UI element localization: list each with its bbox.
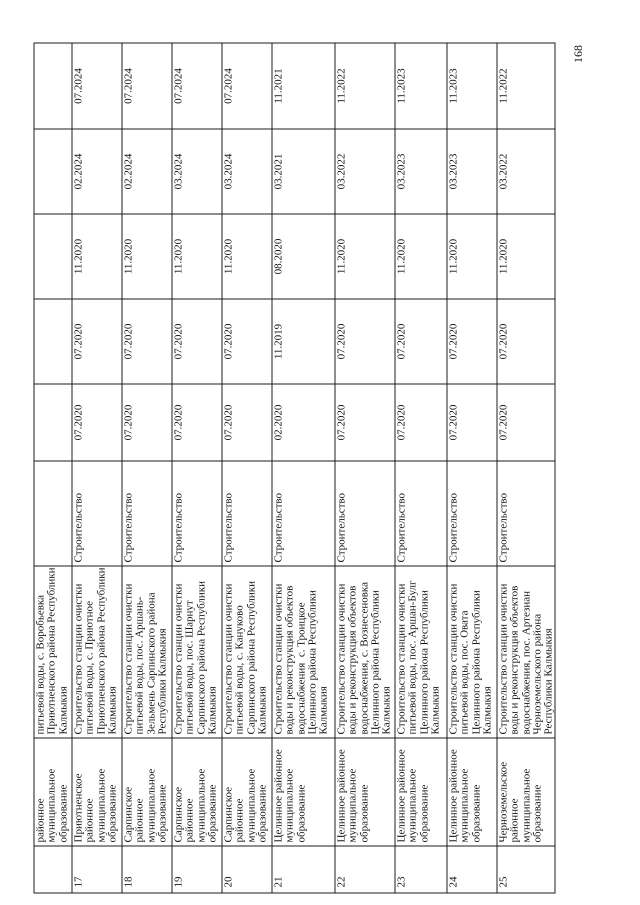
row-21-date-4: 03.2021 bbox=[272, 128, 335, 213]
row-24-date-4: 03.2023 bbox=[447, 128, 497, 213]
row-19-date-2: 07.2020 bbox=[172, 298, 222, 383]
row-18-date-5: 07.2024 bbox=[122, 42, 172, 128]
row-22-date-5: 11.2022 bbox=[335, 42, 395, 128]
row-20-number: 20 bbox=[222, 845, 272, 892]
row-24-number: 24 bbox=[447, 845, 497, 892]
row-24-date-2: 07.2020 bbox=[447, 298, 497, 383]
row-25-date-3: 11.2020 bbox=[497, 213, 555, 298]
row-21-work-type: Строительство bbox=[272, 460, 335, 565]
row-19-number: 19 bbox=[172, 845, 222, 892]
row-23-date-1: 07.2020 bbox=[395, 383, 447, 460]
row-17-date-2: 07.2020 bbox=[72, 298, 122, 383]
row-18-object: Строительство станции очистки питьевой воды, пос. Аршань- Зельмень Сарпинского района Республики Калмыкия bbox=[122, 565, 172, 737]
row-continued-date-4 bbox=[34, 128, 72, 213]
row-25-date-2: 07.2020 bbox=[497, 298, 555, 383]
row-21-date-1: 02.2020 bbox=[272, 383, 335, 460]
row-20-date-3: 11.2020 bbox=[222, 213, 272, 298]
row-17-number: 17 bbox=[72, 845, 122, 892]
row-17-work-type: Строительство bbox=[72, 460, 122, 565]
row-19-date-1: 07.2020 bbox=[172, 383, 222, 460]
row-continued-date-1 bbox=[34, 383, 72, 460]
row-21-date-3: 08.2020 bbox=[272, 213, 335, 298]
row-18-date-2: 07.2020 bbox=[122, 298, 172, 383]
row-18-date-1: 07.2020 bbox=[122, 383, 172, 460]
row-25-work-type: Строительство bbox=[497, 460, 555, 565]
row-17-municipality: Приютненское районное муниципальное образование bbox=[72, 737, 122, 845]
row-22-date-3: 11.2020 bbox=[335, 213, 395, 298]
row-21-date-5: 11.2021 bbox=[272, 42, 335, 128]
row-17-date-5: 07.2024 bbox=[72, 42, 122, 128]
row-22-object: Строительство станции очистки воды и реконструкция объектов водоснабжения, с. Вознесеновка Целинного района Республики Калмыкия bbox=[335, 565, 395, 737]
row-24-date-3: 11.2020 bbox=[447, 213, 497, 298]
row-23-number: 23 bbox=[395, 845, 447, 892]
row-18-work-type: Строительство bbox=[122, 460, 172, 565]
row-25-municipality: Черноземельское районное муниципальное образование bbox=[497, 737, 555, 845]
row-22-date-2: 07.2020 bbox=[335, 298, 395, 383]
row-21-object: Строительство станции очистки воды и реконструкция объектов водоснабжения с. Троицкое Целинного района Республики Калмыкия bbox=[272, 565, 335, 737]
row-19-object: Строительство станции очистки питьевой воды, пос. Шарнут Сарпинского района Республики Калмыкия bbox=[172, 565, 222, 737]
row-19-work-type: Строительство bbox=[172, 460, 222, 565]
row-19-municipality: Сарпинское районное муниципальное образование bbox=[172, 737, 222, 845]
row-25-date-1: 07.2020 bbox=[497, 383, 555, 460]
row-20-date-4: 03.2024 bbox=[222, 128, 272, 213]
row-23-date-4: 03.2023 bbox=[395, 128, 447, 213]
row-22-number: 22 bbox=[335, 845, 395, 892]
row-18-number: 18 bbox=[122, 845, 172, 892]
table bbox=[33, 42, 555, 893]
row-23-work-type: Строительство bbox=[395, 460, 447, 565]
row-23-date-2: 07.2020 bbox=[395, 298, 447, 383]
row-continued-object: питьевой воды, с. Воробьевка Приютненского района Республики Калмыкия bbox=[34, 565, 72, 737]
row-19-date-5: 07.2024 bbox=[172, 42, 222, 128]
row-23-date-5: 11.2023 bbox=[395, 42, 447, 128]
row-17-date-3: 11.2020 bbox=[72, 213, 122, 298]
row-22-work-type: Строительство bbox=[335, 460, 395, 565]
row-continued-work-type bbox=[34, 460, 72, 565]
row-18-date-3: 11.2020 bbox=[122, 213, 172, 298]
row-25-date-5: 11.2022 bbox=[497, 42, 555, 128]
row-17-date-4: 02.2024 bbox=[72, 128, 122, 213]
row-20-work-type: Строительство bbox=[222, 460, 272, 565]
row-17-date-1: 07.2020 bbox=[72, 383, 122, 460]
row-20-date-2: 07.2020 bbox=[222, 298, 272, 383]
row-25-number: 25 bbox=[497, 845, 555, 892]
row-20-date-1: 07.2020 bbox=[222, 383, 272, 460]
row-19-date-3: 11.2020 bbox=[172, 213, 222, 298]
row-22-date-1: 07.2020 bbox=[335, 383, 395, 460]
row-continued-municipality: районное муниципальное образование bbox=[34, 737, 72, 845]
row-25-object: Строительство станции очистки воды и реконструкция объектов водоснабжения, пос. Артезиан Черноземельского района Республики Калмыкия bbox=[497, 565, 555, 737]
row-24-date-1: 07.2020 bbox=[447, 383, 497, 460]
row-24-work-type: Строительство bbox=[447, 460, 497, 565]
row-17-object: Строительство станции очистки питьевой воды, с. Приютное Приютненского района Республики Калмыкия bbox=[72, 565, 122, 737]
row-22-date-4: 03.2022 bbox=[335, 128, 395, 213]
row-24-municipality: Целинное районное муниципальное образование bbox=[447, 737, 497, 845]
row-18-municipality: Сарпинское районное муниципальное образование bbox=[122, 737, 172, 845]
row-22-municipality: Целинное районное муниципальное образование bbox=[335, 737, 395, 845]
row-continued-number bbox=[34, 845, 72, 892]
row-21-date-2: 11.2019 bbox=[272, 298, 335, 383]
row-21-number: 21 bbox=[272, 845, 335, 892]
row-23-object: Строительство станции очистки питьевой воды, пос. Аршан-Булг Целинного района Республики Калмыкия bbox=[395, 565, 447, 737]
row-continued-date-2 bbox=[34, 298, 72, 383]
row-18-date-4: 02.2024 bbox=[122, 128, 172, 213]
row-continued-date-3 bbox=[34, 213, 72, 298]
row-20-date-5: 07.2024 bbox=[222, 42, 272, 128]
page-number: 168 bbox=[571, 45, 585, 63]
row-19-date-4: 03.2024 bbox=[172, 128, 222, 213]
row-23-municipality: Целинное районное муниципальное образование bbox=[395, 737, 447, 845]
row-25-date-4: 03.2022 bbox=[497, 128, 555, 213]
row-24-date-5: 11.2023 bbox=[447, 42, 497, 128]
row-continued-date-5 bbox=[34, 42, 72, 128]
row-21-municipality: Целинное районное муниципальное образование bbox=[272, 737, 335, 845]
row-20-object: Строительство станции очистки питьевой воды, с. Кануково Сарпинского района Республики Калмыкия bbox=[222, 565, 272, 737]
row-20-municipality: Сарпинское районное муниципальное образование bbox=[222, 737, 272, 845]
row-24-object: Строительство станции очистки питьевой воды, пос. Овата Целинного района Республики Калмыкия bbox=[447, 565, 497, 737]
row-23-date-3: 11.2020 bbox=[395, 213, 447, 298]
